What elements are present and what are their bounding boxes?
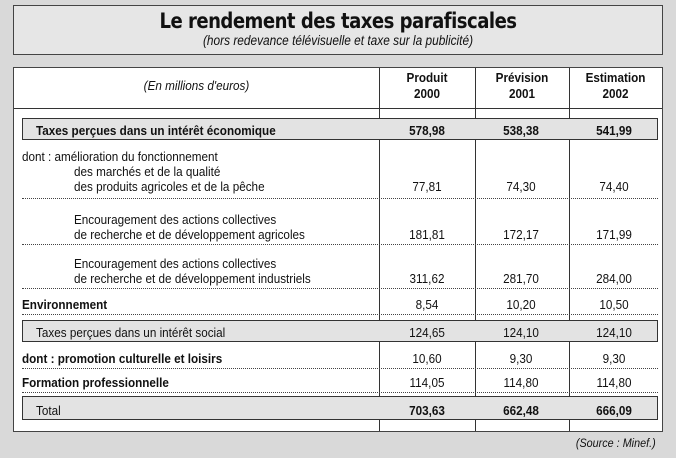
data-table — [13, 67, 663, 432]
row-separator — [22, 314, 658, 315]
cell-value: 10,50 — [599, 297, 629, 312]
column-header-line: Produit — [406, 70, 448, 85]
units-label: (En millions d'euros) — [143, 78, 250, 93]
page-title: Le rendement des taxes parafiscales — [159, 9, 517, 33]
column-header-2002 — [574, 70, 658, 102]
column-header-line: Prévision — [495, 70, 549, 85]
cell-value: 538,38 — [503, 123, 539, 138]
cell-value: 311,62 — [409, 271, 445, 286]
column-header-2000 — [384, 70, 470, 102]
cell-value: 74,30 — [506, 179, 536, 194]
row-label: Taxes perçues dans un intérêt économique — [36, 123, 276, 138]
row-separator — [22, 392, 658, 393]
title-box — [13, 5, 663, 55]
row-label: dont : promotion culturelle et loisirs — [22, 351, 223, 366]
cell-value: 172,17 — [503, 227, 539, 242]
column-header-year: 2001 — [508, 86, 536, 101]
cell-value: 114,80 — [596, 375, 632, 390]
cell-value: 703,63 — [409, 403, 445, 418]
row-label: de recherche et de développement agricoles — [74, 227, 305, 242]
column-header-year: 2000 — [413, 86, 441, 101]
cell-value: 9,30 — [509, 351, 533, 366]
row-label: Taxes perçues dans un intérêt social — [36, 325, 226, 340]
row-separator — [22, 368, 658, 369]
cell-value: 171,99 — [596, 227, 632, 242]
cell-value: 10,60 — [412, 351, 442, 366]
row-label: des produits agricoles et de la pêche — [74, 179, 265, 194]
row-label: Encouragement des actions collectives — [74, 212, 277, 227]
cell-value: 281,70 — [503, 271, 539, 286]
cell-value: 541,99 — [596, 123, 632, 138]
cell-value: 124,65 — [409, 325, 445, 340]
row-separator — [22, 244, 658, 245]
row-label: Total — [36, 403, 61, 418]
column-header-line: Estimation — [585, 70, 646, 85]
row-label: Encouragement des actions collectives — [74, 256, 277, 271]
cell-value: 114,05 — [409, 375, 445, 390]
cell-value: 666,09 — [596, 403, 632, 418]
source-note: (Source : Minef.) — [576, 436, 656, 450]
cell-value: 124,10 — [596, 325, 632, 340]
cell-value: 124,10 — [503, 325, 539, 340]
subtotal-row-band — [22, 396, 658, 420]
column-header-year: 2002 — [602, 86, 629, 101]
cell-value: 284,00 — [596, 271, 632, 286]
cell-value: 77,81 — [412, 179, 442, 194]
row-label: de recherche et de développement industriels — [74, 271, 311, 286]
cell-value: 578,98 — [409, 123, 445, 138]
cell-value: 181,81 — [409, 227, 445, 242]
row-label: des marchés et de la qualité — [74, 164, 221, 179]
page-subtitle: (hors redevance télévisuelle et taxe sur la publicité) — [202, 33, 474, 48]
cell-value: 662,48 — [503, 403, 539, 418]
cell-value: 114,80 — [503, 375, 539, 390]
cell-value: 74,40 — [599, 179, 629, 194]
row-label: Environnement — [22, 297, 108, 312]
cell-value: 10,20 — [506, 297, 536, 312]
row-label: dont : amélioration du fonctionnement — [22, 149, 218, 164]
row-separator — [22, 288, 658, 289]
row-separator — [22, 198, 658, 199]
column-header-2001 — [480, 70, 565, 102]
row-label: Formation professionnelle — [22, 375, 169, 390]
cell-value: 8,54 — [415, 297, 439, 312]
cell-value: 9,30 — [602, 351, 626, 366]
header-divider — [14, 108, 662, 109]
